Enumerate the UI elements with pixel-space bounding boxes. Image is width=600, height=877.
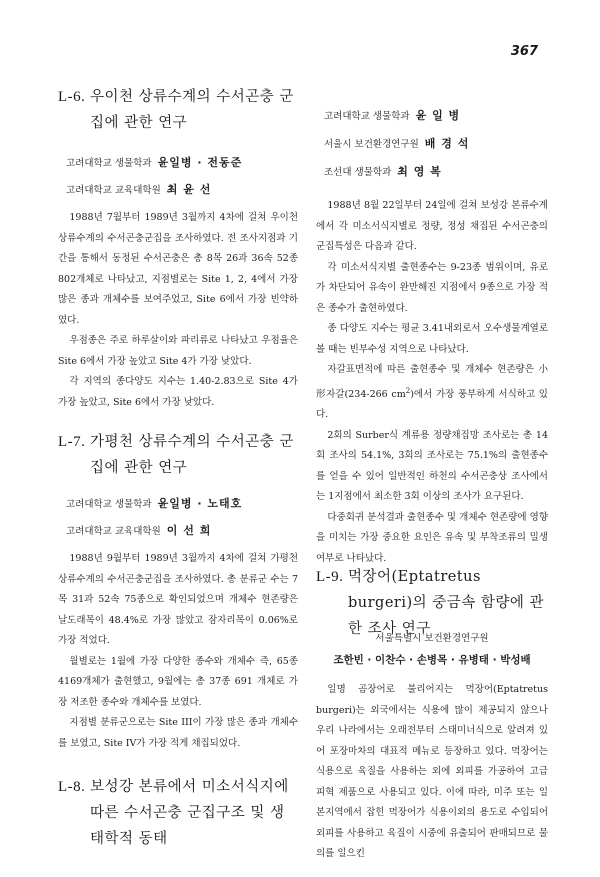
paragraph: 다중회귀 분석결과 출현종수 및 개체수 현존량에 영향을 미치는 가장 중요한 요인은 유속 및 부착조류의 밀생여부로 나타났다. xyxy=(316,511,548,564)
affiliation-org: 고려대학교 교육대학원 xyxy=(66,185,161,196)
affiliation-org: 고려대학교 생물학과 xyxy=(324,111,410,122)
paragraph: 지점별 분류군으로는 Site III이 가장 많은 종과 개체수를 보였고, Site IV가 가장 적게 채집되었다. xyxy=(58,717,298,749)
section-number: L-6. xyxy=(58,89,86,105)
paragraph: 각 미소서식지별 출현종수는 9-23종 범위이며, 유로가 차단되어 유속이 완만해진 지점에서 9종으로 가장 적은 종수가 출현하였다. xyxy=(316,261,548,314)
affiliation-authors: 배 경 석 xyxy=(424,137,470,150)
section-title-text: 먹장어(Eptatretus burgeri)의 중금속 함량에 관한 조사 연구 xyxy=(348,569,545,637)
paragraph: 1988년 7월부터 1989년 3월까지 4차에 걸쳐 우이천 상류수계의 수서곤충군집을 조사하였다. 전 조사지점과 기간을 통해서 동정된 수서곤충은 총 8목 26과 36속 52종 802개체로 나타났고, 지점별로는 Site 1, 2, 4에서 가장 많은 종과 개체수를 보여주었고, Site 6에서 가장 빈약하였다. xyxy=(58,212,298,326)
paragraph-text: 자갈표면적에 따른 출현종수 및 개체수 현존량은 小形자갈(234-266 cm xyxy=(316,364,548,400)
affiliation-list-l8 xyxy=(316,102,469,186)
affiliation-org: 조선대 생물학과 xyxy=(324,167,392,178)
affiliation-org: 고려대학교 생물학과 xyxy=(66,158,152,169)
paragraph xyxy=(316,360,548,426)
affiliation-authors: 조한빈 · 이찬수 · 손병목 · 유병태 · 박성배 xyxy=(333,654,531,666)
section-title-l6 xyxy=(58,84,298,136)
affiliation-authors: 이 선 희 xyxy=(166,524,212,537)
section-title-text: 가평천 상류수계의 수서곤충 군집에 관한 연구 xyxy=(90,434,294,476)
affiliation-org: 고려대학교 생물학과 xyxy=(66,499,152,510)
affiliation xyxy=(58,495,242,511)
section-title-l8 xyxy=(58,774,298,852)
section-number: L-9. xyxy=(316,569,344,585)
abstract-body-l7 xyxy=(58,549,298,754)
section-number: L-7. xyxy=(58,434,86,450)
section-title-l7 xyxy=(58,429,298,481)
affiliation xyxy=(58,154,242,170)
abstract-body-l8 xyxy=(316,196,548,569)
paragraph: 종 다양도 지수는 평균 3.41내외로서 오수생물계열로 볼 때는 빈부수성 지역으로 나타났다. xyxy=(316,323,548,355)
paragraph: 일명 곰장어로 불리어지는 먹장어(Eptatretus burgeri)는 외국에서는 식용에 많이 제공되지 않으나 우리 나라에서는 오래전부터 스태미너식으로 알려져 있어 포장마차의 대표적 메뉴로 등장하고 있다. 먹장어는 식용으로 육질을 사용하는 외에 외피를 가공하여 고급 피혁 제품으로 사용되고 있다. 이에 따라, 미주 또는 일본지역에서 잡힌 먹장어가 식용이외의 용도로 수입되어 외피를 사용하고 육질이 시중에 유출되어 판매되므로 물의를 일으킨 xyxy=(316,684,548,859)
section-title-text: 보성강 본류에서 미소서식지에 따른 수서곤충 군집구조 및 생태학적 동태 xyxy=(90,779,289,847)
paragraph: 각 지역의 종다양도 지수는 1.40-2.83으로 Site 4가 가장 높았고, Site 6에서 가장 낮았다. xyxy=(58,376,298,408)
affiliation-authors: 최 윤 선 xyxy=(166,183,212,196)
affiliation xyxy=(58,522,211,538)
paragraph-text: )에서 가장 풍부하게 서식하고 있다. xyxy=(316,388,548,421)
affiliation-authors: 최 영 복 xyxy=(397,165,442,178)
affiliation xyxy=(316,158,469,186)
affiliation xyxy=(316,102,469,130)
page-number: 367 xyxy=(510,44,538,59)
affiliation xyxy=(316,130,469,158)
affiliation-org: 고려대학교 교육대학원 xyxy=(66,526,161,537)
abstract-body-l9 xyxy=(316,680,548,865)
paragraph: 1988년 9월부터 1989년 3월까지 4차에 걸쳐 가평천 상류수계의 수서곤충군집을 조사하였다. 총 분류군 수는 7목 31과 52속 75종으로 확인되었으며 개체수 현존량은 날도래목이 48.4%로 가장 많았고 잠자리목이 0.06%로 가장 적었다. xyxy=(58,553,298,646)
paragraph: 2회의 Surber식 계류용 정량채집망 조사로는 총 14회 조사의 54.1%, 3회의 조사로는 75.1%의 출현종수를 얻을 수 있어 일반적인 하천의 수서곤충상 조사에서는 1지점에서 최소한 3회 이상의 조사가 요구된다. xyxy=(316,429,548,503)
abstract-body-l6 xyxy=(58,208,298,413)
affiliation-org: 서울시 보건환경연구원 xyxy=(324,139,419,150)
affiliation-authors: 윤일병 · 전동준 xyxy=(157,156,243,169)
affiliation xyxy=(58,181,211,197)
superscript: 2 xyxy=(405,386,411,395)
affiliation-org: 서울특별시 보건환경연구원 xyxy=(375,633,489,644)
section-number: L-8. xyxy=(58,779,86,795)
affiliation-authors: 윤일병 · 노태호 xyxy=(157,497,243,510)
paragraph: 월별로는 1월에 가장 다양한 종수와 개체수 즉, 65종 4169개체가 출현했고, 9월에는 총 37종 691 개체로 가장 저조한 종수와 개체수를 보였다. xyxy=(58,655,298,708)
paragraph: 1988년 8월 22일부터 24일에 걸쳐 보성강 본류수계에서 각 미소서식지별로 정량, 정성 채집된 수서곤충의 군집특성은 다음과 같다. xyxy=(316,200,548,252)
section-title-text: 우이천 상류수계의 수서곤충 군집에 관한 연구 xyxy=(90,89,294,131)
paragraph: 우점종은 주로 하루살이와 파리류로 나타났고 우점율은 Site 6에서 가장 높았고 Site 4가 가장 낮았다. xyxy=(58,335,298,367)
affiliation-authors: 윤 일 병 xyxy=(415,109,461,122)
